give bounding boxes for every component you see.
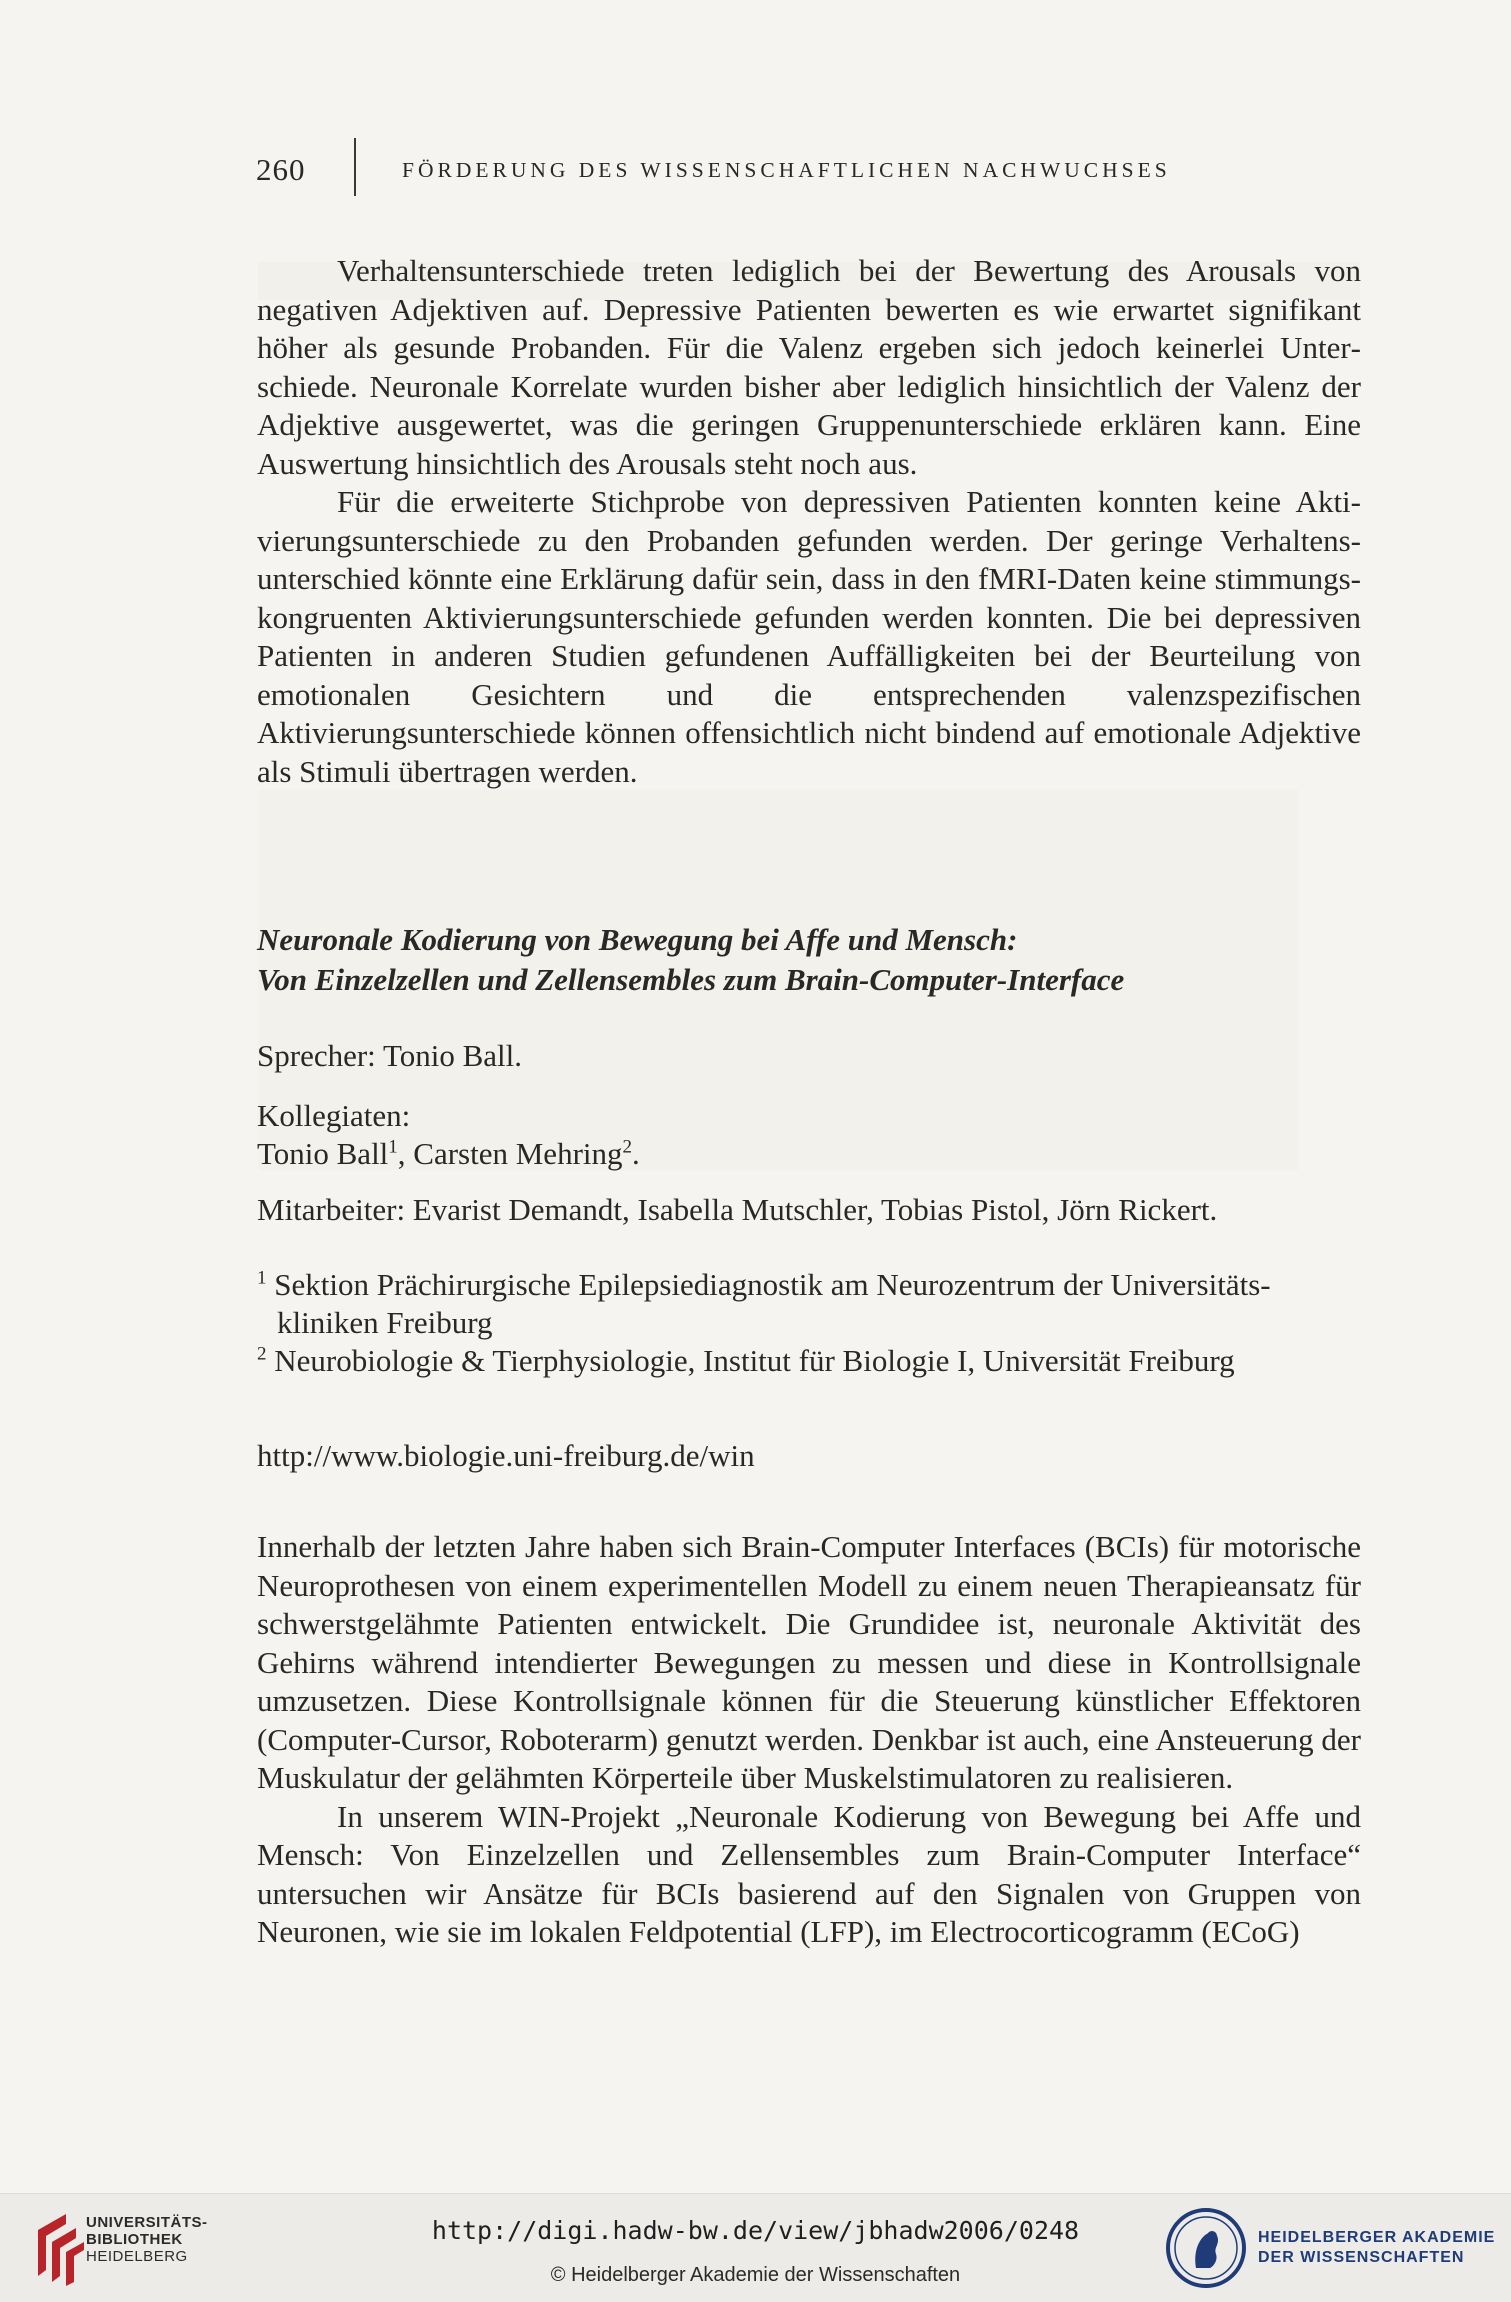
- kollegiaten-label: Kollegiaten:: [257, 1098, 411, 1133]
- academy-name-line: DER WISSENSCHAFTEN: [1258, 2249, 1465, 2266]
- library-name-line: HEIDELBERG: [86, 2248, 188, 2265]
- section-heading: [257, 920, 1361, 1000]
- footnote-text: Neurobiologie & Tierphysiologie, Institut für Biologie I, Universität Freiburg: [274, 1343, 1235, 1378]
- permalink-text[interactable]: http://digi.hadw-bw.de/view/jbhadw2006/0248: [431, 2216, 1080, 2245]
- speaker: Sprecher: Tonio Ball.: [257, 1038, 523, 1073]
- page-number: 260: [256, 152, 306, 187]
- paragraph: Für die erweiterte Stichprobe von depressiven Patienten konnten keine Aktivierungsunterschiede zu den Probanden gefunden werden. Der geringe Verhaltensunterschied könnte eine Erklärung dafür sein, dass in den fMRI-Daten keine stimmungs-kongruenten Aktivierungsunterschiede gefunden werden konnten. Die bei depressiven Patienten in anderen Studien gefundenen Auffälligkeiten bei der Beurteilung von emotionalen Gesichtern und die entsprechenden valenzspezifischen Aktivierungsunterschiede können offensichtlich nicht bindend auf emotionale Adjektive als Stimuli übertragen werden.: [257, 484, 1361, 789]
- footnote-mark: 1: [257, 1267, 267, 1289]
- footnotes: [257, 1266, 1361, 1380]
- copyright-notice: © Heidelberger Akademie der Wissenschaften: [550, 2264, 961, 2286]
- academy-seal-icon[interactable]: [1166, 2206, 1246, 2290]
- viewer-footer: [0, 2193, 1511, 2302]
- footnote: [257, 1342, 1361, 1380]
- footnote-mark: 2: [622, 1136, 633, 1158]
- paragraph: Verhaltensunterschiede treten lediglich bei der Bewertung des Arousals von negativen Adjektiven auf. Depressive Patienten bewerten es wie erwartet signifikant höher als gesunde Probanden. Für die Valenz ergeben sich jedoch keinerlei Unterschiede. Neuronale Korrelate wurden bisher aber lediglich hinsichtlich der Valenz der Adjektive ausgewertet, was die geringen Gruppenunterschiede erklären kann. Eine Auswertung hinsichtlich des Arousals steht noch aus.: [257, 253, 1361, 481]
- academy-name: [1258, 2228, 1495, 2268]
- library-name-line: UNIVERSITÄTS-: [86, 2214, 208, 2231]
- mitarbeiter: Mitarbeiter: Evarist Demandt, Isabella Mutschler, Tobias Pistol, Jörn Rickert.: [257, 1192, 1218, 1227]
- academy-name-line: HEIDELBERGER AKADEMIE: [1258, 2229, 1496, 2246]
- kollegiat-name: , Carsten Mehring: [397, 1136, 623, 1171]
- body-text-top: [257, 252, 1361, 791]
- library-name-line: BIBLIOTHEK: [86, 2231, 183, 2248]
- header-divider: [354, 138, 356, 196]
- footnote-text: Sektion Prächirurgische Epilepsiediagnostik am Neurozentrum der Universitätskliniken Freiburg: [274, 1267, 1271, 1340]
- section-heading-line: Neuronale Kodierung von Bewegung bei Affe und Mensch:: [257, 922, 1018, 957]
- running-header: [256, 152, 1296, 192]
- footnote-mark: 2: [257, 1343, 267, 1365]
- section-heading-line: Von Einzelzellen und Zellensembles zum Brain-Computer-Interface: [257, 962, 1125, 997]
- kollegiat-end: .: [632, 1136, 640, 1171]
- footnote: [257, 1266, 1361, 1342]
- body-text-bottom: [257, 1528, 1361, 1952]
- running-title: FÖRDERUNG DES WISSENSCHAFTLICHEN NACHWUCHSES: [402, 158, 1171, 182]
- footnote-mark: 1: [388, 1136, 398, 1158]
- project-url: http://www.biologie.uni-freiburg.de/win: [257, 1438, 755, 1473]
- kollegiaten-names: [257, 1134, 1361, 1174]
- paragraph: In unserem WIN-Projekt „Neuronale Kodierung von Bewegung bei Affe und Mensch: Von Einzelzellen und Zellensembles zum Brain-Computer Interface“ untersuchen wir Ansätze für BCIs basierend auf den Signalen von Gruppen von Neuronen, wie sie im lokalen Feldpotential (LFP), im Electrocorticogramm (ECoG): [257, 1798, 1361, 1949]
- kollegiat-name: Tonio Ball: [257, 1136, 389, 1171]
- paragraph: Innerhalb der letzten Jahre haben sich Brain-Computer Interfaces (BCIs) für motorische Neuroprothesen von einem experimentellen Modell zu einem neuen Therapieansatz für schwerstgelähmte Patienten entwickelt. Die Grundidee ist, neuronale Aktivität des Gehirns während intendierter Bewegungen zu messen und diese in Kontrollsignale umzusetzen. Diese Kontrollsignale können für die Steuerung künstlicher Effektoren (Computer-Cursor, Roboterarm) genutzt werden. Denkbar ist auch, eine Ansteuerung der Muskulatur der gelähmten Körperteile über Muskelstimulatoren zu realisieren.: [257, 1529, 1361, 1795]
